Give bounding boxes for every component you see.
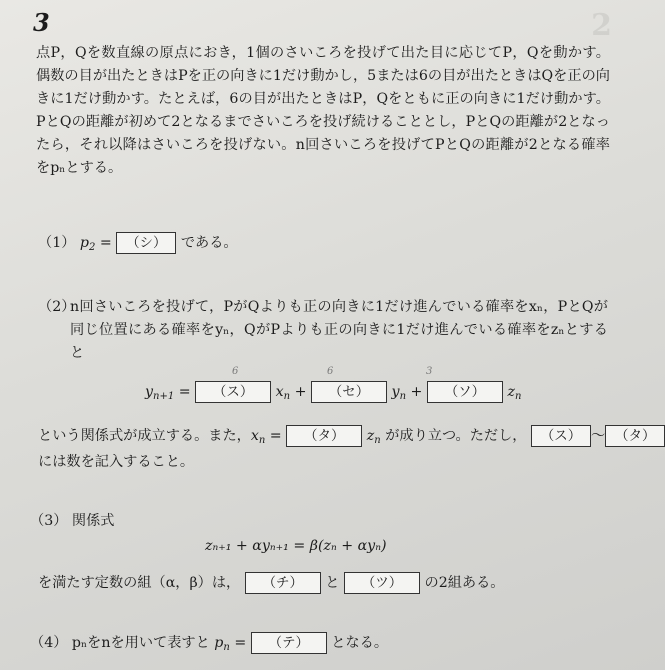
q2-line3: には数を記入すること。 bbox=[38, 454, 195, 470]
pencil-mark-3: 3 bbox=[426, 366, 433, 377]
q1-lhs-sub: 2 bbox=[89, 242, 96, 253]
answer-box-su[interactable]: （ス） bbox=[195, 381, 271, 403]
range-tilde: ～ bbox=[591, 428, 606, 444]
answer-box-chi[interactable]: （チ） bbox=[245, 572, 321, 594]
eq-var-y-sub: n bbox=[399, 391, 407, 402]
eq-var-z: z bbox=[507, 384, 515, 400]
q4-text-a: pₙをnを用いて表すと bbox=[71, 635, 210, 651]
eq-plus-2: + bbox=[406, 384, 427, 400]
problem-intro: 点P，Qを数直線の原点におき，1個のさいころを投げて出た目に応じてP，Qを動かす。偶数の目が出たときはPを正の向きに1だけ動かし，5または6の目が出たときはQを正の向きに1だけ動かす。たとえば，6の目が出たときはP，Qをともに正の向きに1だけ動かす。PとQの距離が初めて2となるまでさいころを投げ続けることとし，PとQの距離が2となったら，それ以降はさいころを投げない。n回さいころを投げてPとQの距離が2となる確率をpₙとする。 bbox=[36, 45, 610, 176]
eq-plus-1: + bbox=[290, 384, 312, 400]
q3-title: 関係式 bbox=[71, 513, 115, 529]
eq-var-z-sub: n bbox=[514, 391, 522, 402]
eq-var-x: x bbox=[275, 384, 284, 400]
question-4 bbox=[30, 632, 388, 654]
q4-lhs: p bbox=[214, 635, 224, 651]
z-var: z bbox=[366, 428, 375, 444]
q2-label: （2） bbox=[38, 299, 76, 315]
eq-var-x-sub: n bbox=[283, 391, 291, 402]
q3-mid: と bbox=[325, 575, 340, 591]
q4-label: （4） bbox=[30, 635, 68, 651]
bleed-through-number: 2 bbox=[591, 8, 612, 43]
answer-box-se[interactable]: （セ） bbox=[311, 381, 387, 403]
eq-lhs-sub: n+1 bbox=[153, 391, 175, 402]
q2-equation: $y_{n+1}$ = （ス） $x_n$ + （セ） $y_n$ + （ソ） $z_n$ bbox=[145, 381, 521, 403]
q4-lhs-sub: n bbox=[223, 642, 230, 653]
pencil-mark-1: 6 bbox=[232, 366, 239, 377]
pencil-mark-2: 6 bbox=[327, 366, 334, 377]
problem-number: 3 bbox=[33, 8, 50, 37]
q3-line-b: の2組ある。 bbox=[424, 575, 505, 591]
q4-after: となる。 bbox=[331, 635, 389, 651]
question-3-title bbox=[30, 510, 115, 530]
question-1 bbox=[38, 232, 238, 254]
answer-box-te[interactable]: （テ） bbox=[251, 632, 327, 654]
q3-label: （3） bbox=[30, 513, 68, 529]
q1-lhs: p bbox=[79, 235, 90, 251]
q1-after: である。 bbox=[180, 235, 238, 251]
q2-relation-line: という関係式が成立する。また，$x_n$ = （タ） $z_n$ が成り立つ。ただし， （ス） ～ （タ） bbox=[38, 425, 665, 447]
range-box-from: （ス） bbox=[531, 425, 591, 447]
q3-line-a: を満たす定数の組（α，β）は， bbox=[38, 575, 241, 591]
x-lhs-sub: n bbox=[258, 435, 266, 446]
answer-box-ta[interactable]: （タ） bbox=[286, 425, 362, 447]
eq-var-y: y bbox=[391, 384, 400, 400]
z-var-sub: n bbox=[374, 435, 381, 446]
q2-text: n回さいころを投げて，PがQよりも正の向きに1だけ進んでいる確率をxₙ，PとQが同じ位置にある確率をyₙ，QがPよりも正の向きに1だけ進んでいる確率をzₙとすると bbox=[70, 299, 608, 361]
answer-box-shi[interactable]: （シ） bbox=[116, 232, 176, 254]
answer-box-so[interactable]: （ソ） bbox=[427, 381, 503, 403]
q3-equation: zₙ₊₁ + αyₙ₊₁ = β(zₙ + αyₙ) bbox=[205, 538, 387, 554]
q2-line2-b: が成り立つ。ただし， bbox=[385, 428, 527, 444]
range-box-to: （タ） bbox=[605, 425, 665, 447]
x-lhs: x bbox=[250, 428, 259, 444]
q1-eq: = bbox=[95, 235, 117, 251]
q2-line2-a: という関係式が成立する。また， bbox=[38, 428, 251, 444]
answer-box-tsu[interactable]: （ツ） bbox=[344, 572, 420, 594]
q1-label: （1） bbox=[38, 235, 76, 251]
eq-lhs: y bbox=[145, 384, 154, 400]
q3-answer-line bbox=[38, 572, 504, 594]
q4-eq: = bbox=[229, 635, 251, 651]
